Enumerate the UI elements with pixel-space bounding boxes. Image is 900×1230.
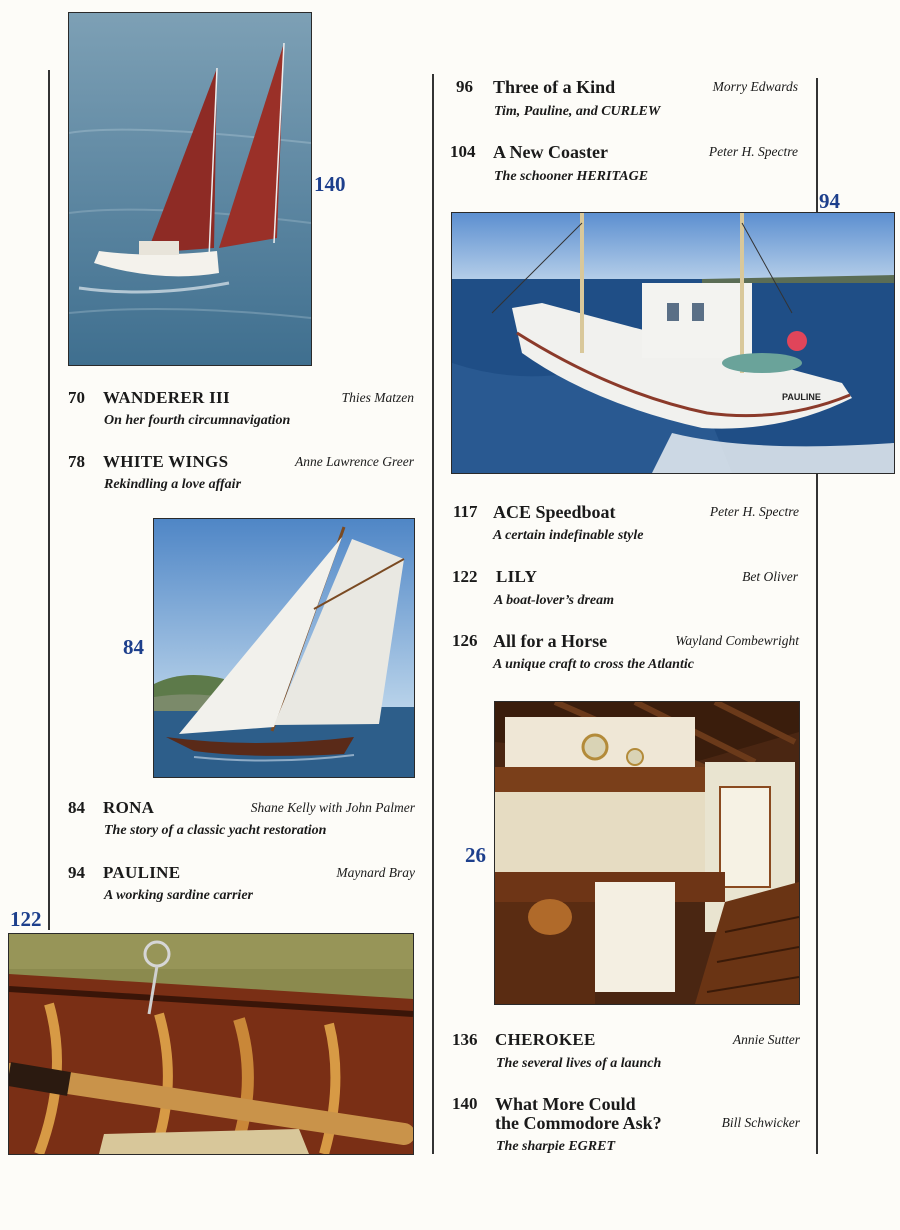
cabin-interior-photo [494,701,800,1005]
entry-subtitle: Rekindling a love affair [104,477,242,492]
entry-title: WANDERER III [103,388,230,407]
entry-page-number: 140 [452,1094,478,1113]
right-column-rule-top [816,78,818,212]
entry-page-number: 136 [452,1030,478,1049]
page-number-94: 94 [819,189,840,213]
entry-title: Three of a Kind [493,77,616,97]
entry-title: PAULINE [103,863,181,882]
entry-author: Thies Matzen [341,390,414,405]
toc-entry-all-for-a-horse[interactable] [452,631,799,679]
entry-subtitle: A boat-lover’s dream [494,593,615,608]
entry-title: RONA [103,798,155,817]
sardine-carrier-photo [451,212,895,474]
entry-author: Peter H. Spectre [709,504,799,519]
entry-subtitle: A certain indefinable style [493,528,644,543]
entry-title: CHEROKEE [495,1030,596,1049]
page-number-122: 122 [10,907,42,931]
entry-author: Anne Lawrence Greer [295,454,414,469]
entry-page-number: 122 [452,567,478,586]
entry-subtitle: The sharpie EGRET [496,1139,616,1154]
entry-subtitle: A unique craft to cross the Atlantic [493,657,694,672]
toc-entry-wanderer[interactable] [68,388,414,436]
entry-title: ACE Speedboat [493,502,616,522]
entry-page-number: 117 [453,502,478,521]
left-column-rule [48,70,50,930]
entry-author: Bill Schwicker [721,1115,800,1130]
entry-author: Bet Oliver [742,569,798,584]
entry-page-number: 104 [450,142,476,161]
toc-entry-three-of-a-kind[interactable] [456,77,798,125]
entry-title: WHITE WINGS [103,452,229,471]
entry-subtitle: A working sardine carrier [104,888,253,903]
toc-entry-cherokee[interactable] [452,1030,800,1078]
page-number-26: 26 [465,843,486,867]
right-column-rule-bottom [816,474,818,1154]
entry-title: A New Coaster [493,142,608,162]
toc-entry-commodore[interactable] [452,1094,800,1160]
entry-page-number: 70 [68,388,85,407]
toc-entry-ace-speedboat[interactable] [453,502,799,550]
entry-page-number: 96 [456,77,473,96]
toc-entry-pauline[interactable] [68,863,415,911]
entry-title-line1: What More Could [495,1094,636,1114]
transom-name: PAULINE [782,392,821,402]
entry-author: Morry Edwards [712,79,798,94]
entry-author: Annie Sutter [732,1032,800,1047]
entry-author: Wayland Combewright [675,633,799,648]
classic-yacht-photo [153,518,415,778]
entry-page-number: 78 [68,452,85,471]
entry-subtitle: The story of a classic yacht restoration [104,823,327,838]
entry-subtitle: Tim, Pauline, and CURLEW [494,104,661,119]
center-column-rule [432,74,434,1154]
page-number-140: 140 [314,172,346,196]
entry-author: Shane Kelly with John Palmer [250,800,415,815]
entry-title: All for a Horse [493,631,608,651]
page-number-84: 84 [123,635,144,659]
sharpie-photo [68,12,312,366]
entry-title-line2: the Commodore Ask? [495,1113,662,1133]
entry-title: LILY [496,567,538,586]
entry-subtitle: The schooner HERITAGE [494,169,649,184]
entry-author: Maynard Bray [336,865,415,880]
toc-entry-white-wings[interactable] [68,452,414,500]
entry-page-number: 126 [452,631,478,650]
toc-entry-lily[interactable] [452,567,798,615]
entry-subtitle: On her fourth circumnavigation [104,413,291,428]
canoe-photo [8,933,414,1155]
entry-page-number: 94 [68,863,85,882]
entry-author: Peter H. Spectre [708,144,798,159]
toc-entry-rona[interactable] [68,798,415,846]
entry-page-number: 84 [68,798,85,817]
toc-entry-new-coaster[interactable] [450,142,798,190]
entry-subtitle: The several lives of a launch [496,1056,662,1071]
